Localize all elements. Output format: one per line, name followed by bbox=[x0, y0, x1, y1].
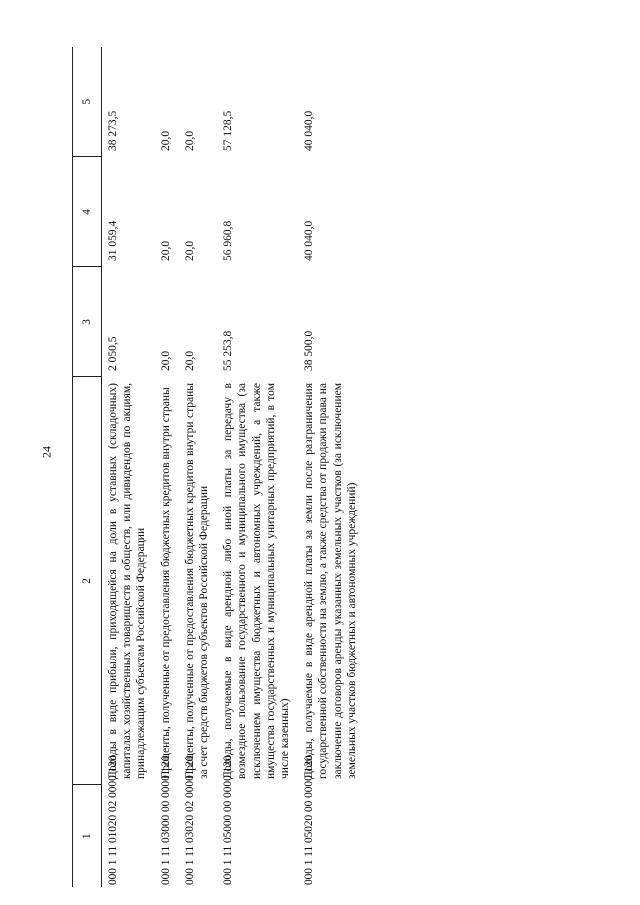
row-value-col5: 38 273,5 bbox=[107, 110, 119, 151]
row-value-col4: 31 059,4 bbox=[107, 220, 119, 261]
header-col-5: 5 bbox=[73, 47, 102, 157]
table-row bbox=[217, 47, 298, 887]
row-description: Доходы, получаемые в виде арендной либо иной платы за передачу в возмездное пользование государственного и муниципального имущества (за исключением имущества бюджетных и автономных учреждений, а также имущества государственных и муниципальных унитарных предприятий, в том числе казенных) bbox=[222, 383, 292, 779]
table-row bbox=[102, 47, 155, 887]
row-description: Проценты, полученные от предоставления бюджетных кредитов внутри страны bbox=[159, 387, 172, 779]
row-value-col3: 2 050,5 bbox=[107, 336, 119, 371]
row-code: 000 1 11 03000 00 0000 120 bbox=[159, 755, 172, 885]
row-description: Доходы, получаемые в виде арендной платы за земли после разграничения государственной собственности на землю, а также средства от продажи права на заключение договоров аренды указанных земельных участков (за исключением земельных участков бюджетных и автономных учреждений) bbox=[303, 383, 358, 779]
table-body bbox=[102, 47, 366, 887]
row-value-col4: 20,0 bbox=[159, 240, 172, 261]
table-row bbox=[179, 47, 217, 887]
header-col-1: 1 bbox=[73, 785, 102, 887]
row-value-col3: 55 253,8 bbox=[222, 330, 235, 371]
header-row bbox=[73, 47, 102, 887]
row-code: 000 1 11 01020 02 0000 120 bbox=[107, 755, 119, 885]
row-value-col5: 20,0 bbox=[159, 130, 172, 151]
row-value-col5: 40 040,0 bbox=[303, 110, 316, 151]
table-header bbox=[73, 47, 102, 887]
row-value-col3: 20,0 bbox=[183, 350, 196, 371]
row-value-col4: 20,0 bbox=[183, 240, 196, 261]
row-code: 000 1 11 05000 00 0000 120 bbox=[222, 755, 235, 885]
page-number: 24 bbox=[39, 446, 54, 458]
table-row bbox=[155, 47, 179, 887]
header-col-2: 2 bbox=[73, 377, 102, 785]
row-description: Доходы в виде прибыли, приходящейся на доли в уставных (складочных) капиталах хозяйственных товариществ и обществ, или дивидендов по акциям, принадлежащим субъектам Российской Федерации bbox=[107, 383, 148, 779]
row-code: 000 1 11 03020 02 0000 120 bbox=[183, 755, 196, 885]
row-value-col4: 56 960,8 bbox=[222, 220, 235, 261]
rotated-table-container bbox=[72, 47, 597, 887]
row-value-col3: 38 500,0 bbox=[303, 330, 316, 371]
row-value-col4: 40 040,0 bbox=[303, 220, 316, 261]
table-row bbox=[298, 47, 365, 887]
header-col-3: 3 bbox=[73, 267, 102, 377]
row-value-col3: 20,0 bbox=[159, 350, 172, 371]
header-col-4: 4 bbox=[73, 157, 102, 267]
row-value-col5: 57 128,5 bbox=[222, 110, 235, 151]
budget-revenue-table bbox=[72, 47, 365, 887]
row-value-col5: 20,0 bbox=[183, 130, 196, 151]
row-description: Проценты, полученные от предоставления бюджетных кредитов внутри страны за счет средств бюджетов субъектов Российской Федерации bbox=[183, 383, 211, 779]
row-code: 000 1 11 05020 00 0000 120 bbox=[303, 755, 316, 885]
